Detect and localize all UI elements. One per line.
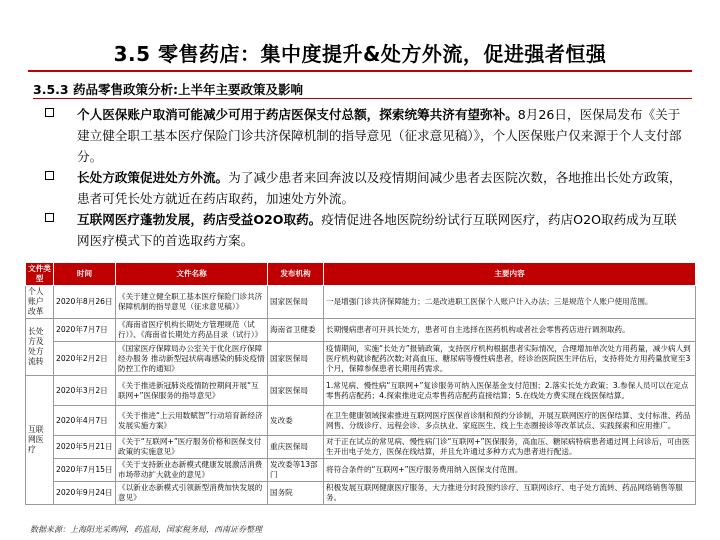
header-cell: 发布机构 xyxy=(268,263,324,286)
content-cell: 长期慢病患者可开具长处方，患者可自主选择在医药机构或者社会零售药店进行调剂取药。 xyxy=(324,319,696,342)
file-name-cell: 《海南省医疗机构长期处方管理规范（试行）》、《海南省长期处方药品目录（试行）》 xyxy=(116,319,268,342)
file-name-cell: 《关于推进新冠肺炎疫情防控期间开展“互联网+”医保服务的指导意见》 xyxy=(116,376,268,406)
bullet-bold: 长处方政策促进处方外流。 xyxy=(77,170,229,185)
org-cell: 国务院 xyxy=(268,482,324,505)
content-cell: 疫情期间，实施“长处方”报销政策，支持医疗机构根据患者实际情况，合理增加单次处方用药量，减少病人到医疗机构就诊配药次数;对高血压、糖尿病等慢性病患者，经诊治医院医生评估后，支持将处方用药量放宽至3个月，保障参保患者长期用药需求。 xyxy=(324,342,696,376)
org-cell: 国家医保局 xyxy=(268,286,324,319)
date-cell: 2020年5月21日 xyxy=(54,436,116,459)
page-title: 3.5 零售药店：集中度提升&处方外流，促进强者恒强 xyxy=(113,42,607,66)
bullet-item xyxy=(45,209,685,251)
bullet-text: 为了减少患者来回奔波以及疫情期间减少患者去医院次数，各地推出长处方政策，患者可凭长处方就近在药店取药，加速处方外流。 xyxy=(77,170,682,206)
org-cell: 发改委等13部门 xyxy=(268,459,324,482)
file-name-cell: 《以新业态新模式引领新型消费加快发展的意见》 xyxy=(116,482,268,505)
date-cell: 2020年3月2日 xyxy=(54,376,116,406)
category-cell: 长处方及处方流转 xyxy=(26,319,54,376)
bullet-item xyxy=(45,104,685,167)
file-name-cell: 《关于“互联网+”医疗服务价格和医保支付政策的实施意见》 xyxy=(116,436,268,459)
org-cell: 国家医保局 xyxy=(268,342,324,376)
bullet-item xyxy=(45,167,685,209)
content-cell: 对于正在试点的常见病、慢性病门诊“互联网+”医保服务，高血压、糖尿病特病患者通过网上问诊后，可由医生开出电子处方，医保在线结算，并且允许通过多种方式为患者进行配送。 xyxy=(324,436,696,459)
table-row xyxy=(26,342,696,376)
org-cell: 发改委 xyxy=(268,406,324,436)
bullet-text: 8月26日，医保局发布《关于建立健全职工基本医疗保险门诊共济保障机制的指导意见（征求意见稿）》，个人医保账户仅来源于个人支付部分。 xyxy=(77,107,682,164)
bullet-text: 疫情促进各地医院纷纷试行互联网医疗，药店O2O取药成为互联网医疗模式下的首选取药方案。 xyxy=(77,212,677,248)
org-cell: 重庆医保局 xyxy=(268,436,324,459)
table-header-row xyxy=(26,263,696,286)
date-cell: 2020年2月2日 xyxy=(54,342,116,376)
bullet-bold: 互联网医疗蓬勃发展，药店受益O2O取药。 xyxy=(77,212,322,227)
org-cell: 国家医保局 xyxy=(268,376,324,406)
date-cell: 2020年8月26日 xyxy=(54,286,116,319)
table-row xyxy=(26,459,696,482)
checkbox-bullet-icon xyxy=(45,213,54,222)
content-cell: 将符合条件的“互联网+”医疗服务费用纳入医保支付范围。 xyxy=(324,459,696,482)
date-cell: 2020年9月24日 xyxy=(54,482,116,505)
header-cell: 主要内容 xyxy=(324,263,696,286)
date-cell: 2020年7月15日 xyxy=(54,459,116,482)
content-cell: 一是增强门诊共济保障能力；二是改进职工医保个人账户计入办法；三是规范个人账户使用范围。 xyxy=(324,286,696,319)
header-cell: 文件类型 xyxy=(26,263,54,286)
content-cell: 积极发展互联网健康医疗服务，大力推进分时段预约诊疗、互联网诊疗、电子处方流转、药品网络销售等服务。 xyxy=(324,482,696,505)
category-cell: 互联网医疗 xyxy=(26,376,54,505)
checkbox-bullet-icon xyxy=(45,171,54,180)
table-row xyxy=(26,482,696,505)
section-heading: 3.5.3 药品零售政策分析:上半年主要政策及影响 xyxy=(33,82,303,97)
table-row xyxy=(26,319,696,342)
file-name-cell: 《关于推进“上云用数赋智”行动培育新经济发展实施方案》 xyxy=(116,406,268,436)
section-divider xyxy=(33,98,692,99)
table-row xyxy=(26,406,696,436)
file-name-cell: 《国家医疗保障局办公室关于优化医疗保障经办服务 推动新型冠状病毒感染的肺炎疫情防控工作的通知》 xyxy=(116,342,268,376)
table-row xyxy=(26,286,696,319)
policy-table xyxy=(25,262,696,505)
header-cell: 时间 xyxy=(54,263,116,286)
file-name-cell: 《关于建立健全职工基本医疗保险门诊共济保障机制的指导意见（征求意见稿）》 xyxy=(116,286,268,319)
date-cell: 2020年4月7日 xyxy=(54,406,116,436)
file-name-cell: 《关于支持新业态新模式健康发展激活消费市场带动扩大就业的意见》 xyxy=(116,459,268,482)
category-cell: 个人账户改革 xyxy=(26,286,54,319)
data-source-note: 数据来源：上海阳光采购网，药监局，国家税务局，西南证券整理 xyxy=(30,525,262,534)
org-cell: 海南省卫健委 xyxy=(268,319,324,342)
table-row xyxy=(26,376,696,406)
title-divider xyxy=(28,70,692,72)
date-cell: 2020年7月7日 xyxy=(54,319,116,342)
bullet-bold: 个人医保账户取消可能减少可用于药店医保支付总额，探索统筹共济有望弥补。 xyxy=(77,107,518,122)
header-cell: 文件名称 xyxy=(116,263,268,286)
checkbox-bullet-icon xyxy=(45,108,54,117)
content-cell: 在卫生健康领域探索推进互联网医疗医保首诊制和预约分诊制，开展互联网医疗的医保结算、支付标准、药品网售、分级诊疗、远程会诊、多点执业、家庭医生、线上生态圈接诊等改革试点、实践探索和应用推广。 xyxy=(324,406,696,436)
bullet-list xyxy=(45,104,685,251)
content-cell: 1.常见病、慢性病“互联网+”复诊服务可纳入医保基金支付范围；2.落实长处方政策；3.参保人员可以在定点零售药店配药；4.探索推进定点零售药店配药直接结算；5.在线处方费实现在线医保结算。 xyxy=(324,376,696,406)
table-row xyxy=(26,436,696,459)
